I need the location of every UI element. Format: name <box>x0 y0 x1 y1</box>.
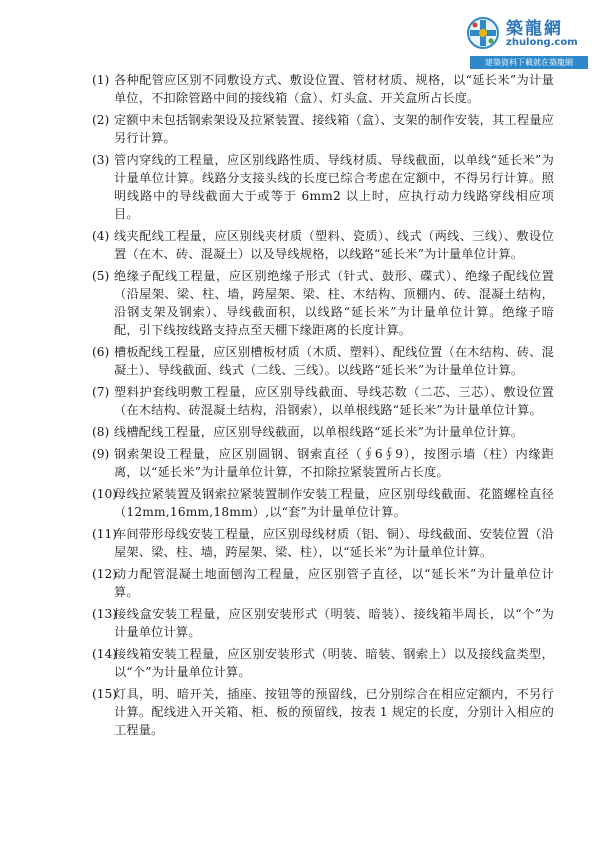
item-text: 定额中未包括钢索架设及拉紧装置、接线箱（盒）、支架的制作安装，其工程量应另行计算。 <box>114 113 554 145</box>
item-text: 灯具，明、暗开关，插座、按钮等的预留线，已分别综合在相应定额内，不另行计算。配线进入开关箱、柜、板的预留线，按表 1 规定的长度，分别计入相应的工程量。 <box>114 687 554 737</box>
list-item <box>92 645 554 681</box>
document-body <box>92 71 554 743</box>
list-item <box>92 685 554 739</box>
item-text: 管内穿线的工程量，应区别线路性质、导线材质、导线截面，以单线“延长米”为计量单位计算。线路分支接头线的长度已综合考虑在定额中，不得另行计算。照明线路中的导线截面大于或等于 6mm2 以上时，应执行动力线路穿线相应项目。 <box>114 153 554 221</box>
list-item <box>92 445 554 481</box>
item-number: (14) <box>92 647 118 661</box>
item-number: (4) <box>92 229 110 243</box>
list-item <box>92 605 554 641</box>
zhulong-logo-icon <box>466 16 500 50</box>
item-text: 绝缘子配线工程量，应区别绝缘子形式（针式、鼓形、碟式）、绝缘子配线位置（沿屋架、梁、柱、墙，跨屋架、梁、柱、木结构、顶棚内、砖、混凝土结构，沿钢支架及钢索）、导线截面积，以线路“延长米”为计量单位计算。绝缘子暗配，引下线按线路支持点至天棚下缘距离的长度计算。 <box>114 269 554 337</box>
list-item <box>92 71 554 107</box>
item-text: 各种配管应区别不同敷设方式、敷设位置、管材材质、规格，以“延长米”为计量单位，不扣除管路中间的接线箱（盒）、灯头盒、开关盒所占长度。 <box>114 73 554 105</box>
list-item <box>92 343 554 379</box>
list-item <box>92 227 554 263</box>
item-number: (11) <box>92 527 118 541</box>
item-number: (9) <box>92 447 110 461</box>
zhulong-watermark-logo <box>444 8 594 76</box>
item-text: 母线拉紧装置及钢索拉紧装置制作安装工程量，应区别母线截面、花篮螺栓直径（12mm,16mm,18mm）,以“套”为计量单位计算。 <box>114 487 554 519</box>
item-text: 接线盒安装工程量，应区别安装形式（明装、暗装）、接线箱半周长，以“个”为计量单位计算。 <box>114 607 554 639</box>
list-item <box>92 267 554 339</box>
item-number: (5) <box>92 269 110 283</box>
list-item <box>92 423 554 441</box>
item-number: (1) <box>92 73 110 87</box>
item-text: 线槽配线工程量，应区别导线截面，以单根线路“延长米”为计量单位计算。 <box>114 425 524 439</box>
item-number: (15) <box>92 687 118 701</box>
item-text: 塑料护套线明敷工程量，应区别导线截面、导线芯数（二芯、三芯）、敷设位置（在木结构、砖混凝土结构，沿钢索），以单根线路“延长米”为计量单位计算。 <box>114 385 554 417</box>
list-item <box>92 151 554 223</box>
logo-band <box>470 56 588 69</box>
item-number: (3) <box>92 153 110 167</box>
item-number: (2) <box>92 113 110 127</box>
item-text: 接线箱安装工程量，应区别安装形式（明装、暗装、钢索上）以及接线盒类型，以“个”为计量单位计算。 <box>114 647 554 679</box>
item-number: (8) <box>92 425 110 439</box>
list-item <box>92 111 554 147</box>
item-text: 动力配管混凝土地面刨沟工程量，应区别管子直径，以“延长米”为计量单位计算。 <box>114 567 554 599</box>
item-text: 槽板配线工程量，应区别槽板材质（木质、塑料）、配线位置（在木结构、砖、混凝土）、导线截面、线式（二线、三线）。以线路“延长米”为计量单位计算。 <box>114 345 554 377</box>
item-number: (13) <box>92 607 118 621</box>
item-text: 车间带形母线安装工程量，应区别母线材质（铝、铜）、母线截面、安装位置（沿屋架、梁、柱、墙，跨屋架、梁、柱），以“延长米”为计量单位计算。 <box>114 527 554 559</box>
item-text: 线夹配线工程量，应区别线夹材质（塑料、瓷质）、线式（两线、三线）、敷设位置（在木、砖、混凝土）以及导线规格，以线路“延长米”为计量单位计算。 <box>114 229 554 261</box>
list-item <box>92 383 554 419</box>
item-number: (6) <box>92 345 110 359</box>
item-number: (10) <box>92 487 118 501</box>
list-item <box>92 565 554 601</box>
item-number: (7) <box>92 385 110 399</box>
item-number: (12) <box>92 567 118 581</box>
logo-slogan: 建築資料下載就在築龍網 <box>485 58 573 67</box>
item-text: 钢索架设工程量，应区别圆钢、钢索直径（∮6∮9），按图示墙（柱）内缘距离，以“延长米”为计量单位计算，不扣除拉紧装置所占长度。 <box>114 447 554 479</box>
logo-title: 築龍網 <box>506 19 563 39</box>
logo-domain: zhulong.com <box>506 37 578 48</box>
list-item <box>92 525 554 561</box>
list-item <box>92 485 554 521</box>
